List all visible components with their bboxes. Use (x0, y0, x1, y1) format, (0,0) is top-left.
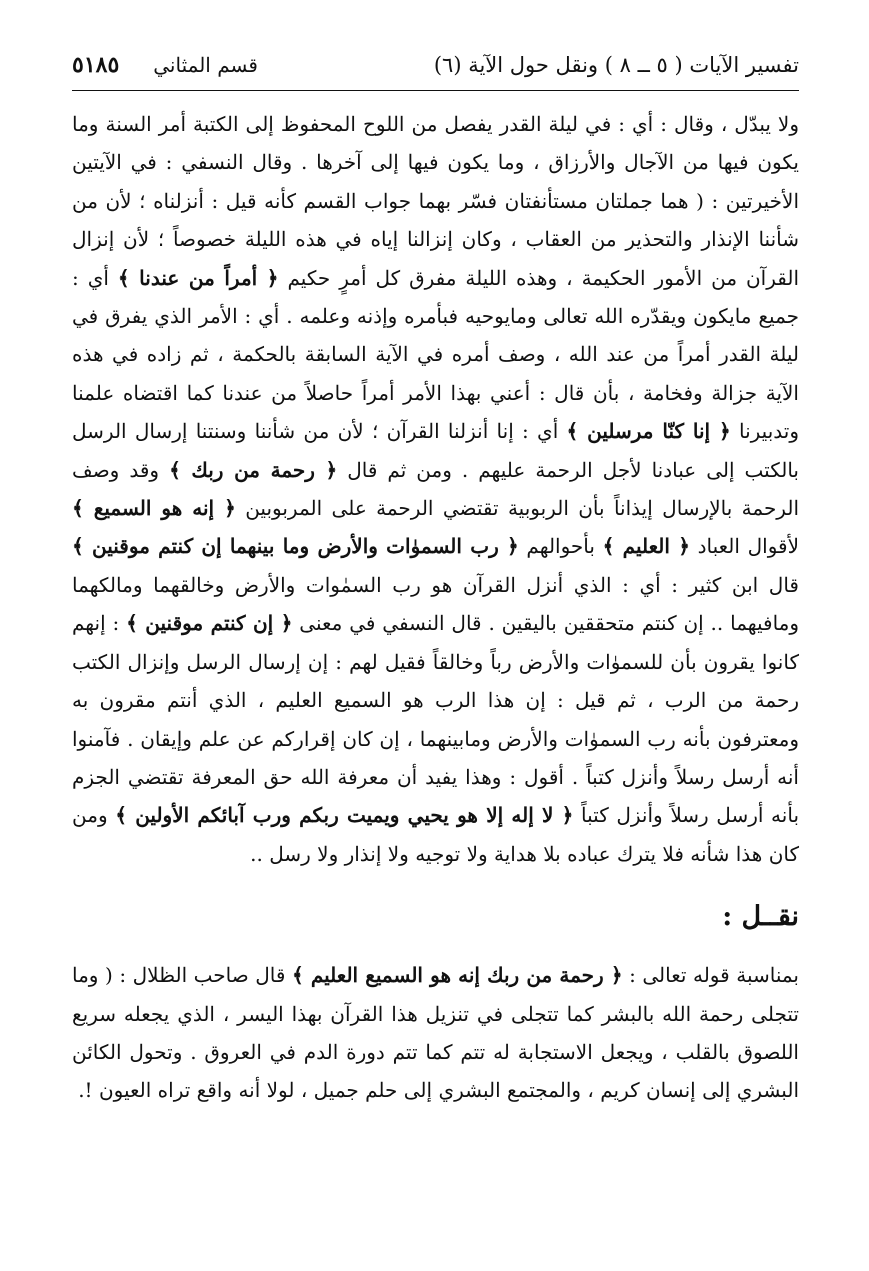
running-title: تفسير الآيات ( ٥ ــ ٨ ) ونقل حول الآية (٦) (433, 53, 799, 77)
text-run: قال ابن كثير : أي : الذي أنزل القرآن هو رب السمٰوات والأرض وخالقهما ومالكهما ومافيهما .. إن كنتم متحققين باليقين . قال النسفي في معنى (72, 572, 800, 636)
text-run: أي : جميع مايكون ويقدّره الله تعالى ومايوحيه فبأمره وإذنه وعلمه . أي : الأمر الذي يفرق في ليلة القدر أمراً من عند الله ، وصف أمره في الآية السابقة بالحكمة ، ثم زاده في هذه الآية جزالة وفخامة ، بأن قال : أعني بهذا الأمر أمراً حاصلاً من عندنا كما اقتضاه علمنا وتدبيرنا (72, 265, 800, 444)
header-right (72, 52, 258, 78)
main-text (72, 105, 799, 873)
text-run: قال صاحب الظلال : ( وما تتجلى رحمة الله بالبشر كما تتجلى في تنزيل هذا القرآن بهذا اليسر ، الذي يجعله سريع اللصوق بالقلب ، ويجعل الاستجابة له تتم كما تتم دورة الدم في العروق . وتحول الكائن البشري إلى إنسان كريم ، والمجتمع البشري إلى حلم جميل ، لولا أنه واقع تراه العيون !. (72, 963, 799, 1103)
quran-quote: ﴿ رب السموٰات والأرض وما بينهما إن كنتم موقنين ﴾ (72, 534, 519, 559)
quran-quote: ﴿ إنا كنّا مرسلين ﴾ (566, 419, 731, 444)
text-run: لأقوال العباد (697, 534, 800, 559)
naql-heading: نقــل : (722, 901, 799, 933)
text-run: وقد وصف الرحمة بالإرسال إيذاناً بأن الربوبية تقتضي الرحمة على المربوبين (72, 457, 799, 521)
quran-quote: ﴿ العليم ﴾ (602, 534, 690, 559)
quran-quote: ﴿ رحمة من ربك ﴾ (169, 457, 338, 482)
page-number: ٥١٨٥ (72, 52, 120, 78)
header-rule (72, 90, 799, 91)
section-name: قسم المثاني (153, 53, 258, 77)
quran-quote: ﴿ لا إله إلا هو يحيي ويميت ربكم ورب آبائكم الأولين ﴾ (115, 803, 574, 828)
quran-quote: ﴿ إن كنتم موقنين ﴾ (126, 611, 293, 636)
quran-quote: ﴿ أمراً من عندنا ﴾ (117, 265, 279, 290)
text-run: بمناسبة قوله تعالى : (629, 963, 799, 988)
text-run: أي : إنا أنزلنا القرآن ؛ لأن من شأننا وسنتنا إرسال الرسل بالكتب إلى عبادنا لأجل الرحمة عليهم . ومن ثم قال (72, 419, 799, 482)
main-paragraph (72, 105, 799, 873)
naql-text (72, 956, 799, 1110)
quran-quote: ﴿ رحمة من ربك إنه هو السميع العليم ﴾ (291, 963, 623, 988)
page-header (72, 52, 799, 90)
quran-quote: ﴿ إنه هو السميع ﴾ (72, 496, 236, 521)
naql-paragraph (72, 956, 799, 1110)
text-run: ولا يبدّل ، وقال : أي : في ليلة القدر يفصل من اللوح المحفوظ إلى الكتبة أمر السنة وما يكون فيها من الآجال والأرزاق ، وما يكون فيها إلى آخرها . وقال النسفي : في الآيتين الأخيرتين : ( هما جملتان مستأنفتان فسّر بهما جواب القسم كأنه قيل : أنزلناه ؛ لأن من شأننا الإنذار والتحذير من العقاب ، وكان إنزالنا إياه في هذه الليلة خصوصاً ؛ لأن إنزال القرآن من الأمور الحكيمة ، وهذه الليلة مفرق كل أمرٍ حكيم (72, 112, 800, 290)
text-run: بأحوالهم (526, 534, 595, 559)
text-run: ومن كان هذا شأنه فلا يترك عباده بلا هداية ولا توجيه ولا إنذار ولا رسل .. (72, 803, 799, 866)
text-run: : إنهم كانوا يقرون بأن للسموٰات والأرض رباً وخالقاً فقيل لهم : إن إرسال الرسل وإنزال الكتب رحمة من الرب ، ثم قيل : إن هذا الرب هو السميع العليم ، الذي أنتم مقرون به ومعترفون بأنه رب السموٰات والأرض ومابينهما ، إن كان إقراركم عن علم وإيقان . فآمنوا أنه أرسل رسلاً وأنزل كتباً . أقول : وهذا يفيد أن معرفة الله حق المعرفة تقتضي الجزم بأنه أرسل رسلاً وأنزل كتباً (72, 611, 800, 828)
